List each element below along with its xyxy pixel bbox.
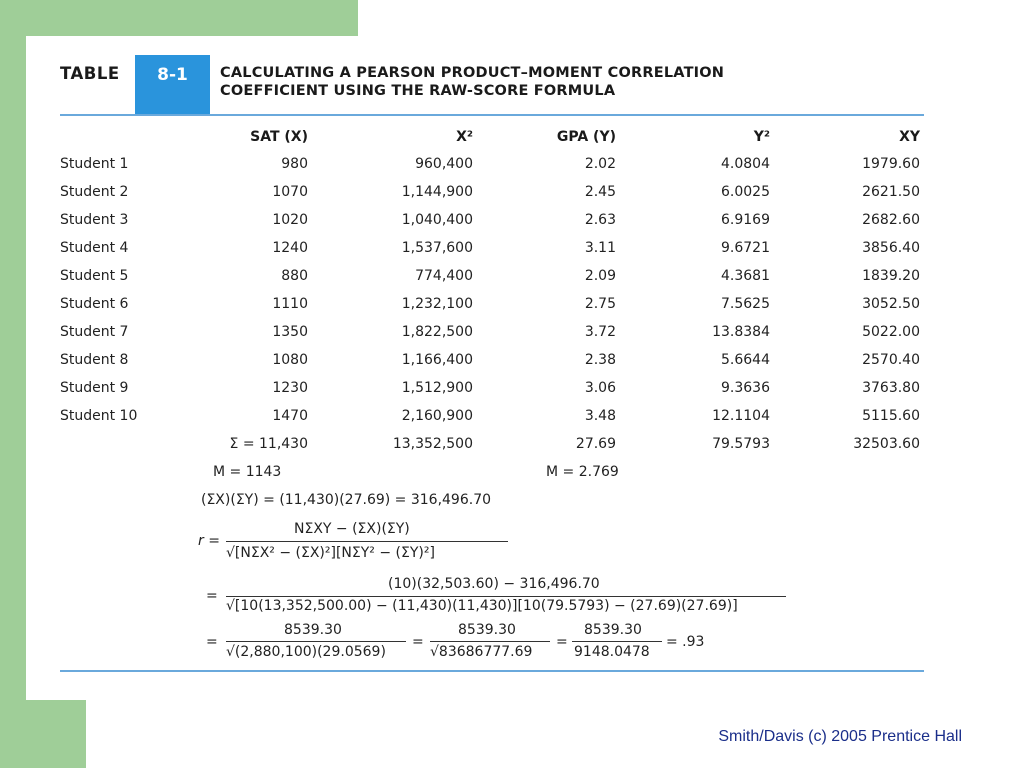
- student-label: Student 9: [60, 380, 129, 396]
- table-row: [26, 184, 955, 212]
- gpa-value: 2.02: [584, 156, 616, 172]
- decorative-band-bottom: [0, 700, 86, 768]
- sat-value: 1080: [272, 352, 308, 368]
- header-xy: XY: [899, 129, 920, 145]
- sat-value: 1230: [272, 380, 308, 396]
- y-squared-value: 5.6644: [721, 352, 770, 368]
- mean-x: M = 1143: [213, 464, 282, 480]
- formula-denominator-3b: √83686777.69: [430, 644, 533, 660]
- sum-y-squared: 79.5793: [712, 436, 770, 452]
- xy-value: 1979.60: [862, 156, 920, 172]
- sat-value: 1350: [272, 324, 308, 340]
- xy-value: 1839.20: [862, 268, 920, 284]
- x-squared-value: 1,040,400: [401, 212, 473, 228]
- y-squared-value: 12.1104: [712, 408, 770, 424]
- header-sat: SAT (X): [250, 129, 308, 145]
- xy-value: 3856.40: [862, 240, 920, 256]
- gpa-value: 2.09: [584, 268, 616, 284]
- sat-value: 880: [281, 268, 308, 284]
- header-x-squared: X²: [456, 129, 473, 145]
- student-label: Student 2: [60, 184, 129, 200]
- top-rule: [60, 114, 924, 116]
- sat-value: 980: [281, 156, 308, 172]
- table-number-badge: 8-1: [135, 55, 210, 115]
- caption-line-2: COEFFICIENT USING THE RAW-SCORE FORMULA: [220, 83, 616, 99]
- student-label: Student 10: [60, 408, 138, 424]
- sat-value: 1020: [272, 212, 308, 228]
- sum-xy: 32503.60: [853, 436, 920, 452]
- x-squared-value: 774,400: [415, 268, 473, 284]
- header-gpa: GPA (Y): [556, 129, 616, 145]
- student-label: Student 1: [60, 156, 129, 172]
- formula-numerator-3c: 8539.30: [584, 622, 642, 638]
- student-label: Student 7: [60, 324, 129, 340]
- x-squared-value: 1,144,900: [401, 184, 473, 200]
- y-squared-value: 4.3681: [721, 268, 770, 284]
- bottom-rule: [60, 670, 924, 672]
- student-label: Student 8: [60, 352, 129, 368]
- gpa-value: 2.38: [584, 352, 616, 368]
- y-squared-value: 4.0804: [721, 156, 770, 172]
- xy-value: 2621.50: [862, 184, 920, 200]
- header-y-squared: Y²: [753, 129, 770, 145]
- sqrt-term-1: [NΣX² − (ΣX)²][NΣY² − (ΣY)²]: [234, 545, 435, 561]
- sum-y: 27.69: [575, 436, 616, 452]
- sat-value: 1470: [272, 408, 308, 424]
- sat-value: 1070: [272, 184, 308, 200]
- sqrt-term-2: [10(13,352,500.00) − (11,430)(11,430)][10(79.5793) − (27.69)(27.69)]: [234, 598, 738, 614]
- x-squared-value: 1,822,500: [401, 324, 473, 340]
- sqrt-term-3a: (2,880,100)(29.0569): [234, 644, 386, 660]
- gpa-value: 2.63: [584, 212, 616, 228]
- sums-row: [26, 436, 955, 464]
- gpa-value: 3.48: [584, 408, 616, 424]
- product-line: (ΣX)(ΣY) = (11,430)(27.69) = 316,496.70: [201, 492, 492, 508]
- table-panel: [26, 36, 955, 699]
- table-row: [26, 268, 955, 296]
- decorative-band-top: [0, 0, 358, 36]
- table-row: [26, 408, 955, 436]
- fraction-bar-3c: [572, 641, 662, 642]
- formula-denominator-1: √[NΣX² − (ΣX)²][NΣY² − (ΣY)²]: [226, 545, 435, 561]
- xy-value: 2570.40: [862, 352, 920, 368]
- xy-value: 2682.60: [862, 212, 920, 228]
- formula-denominator-3c: 9148.0478: [574, 644, 650, 660]
- table-row: [26, 352, 955, 380]
- table-row: [26, 156, 955, 184]
- equals-sign-3: =: [206, 634, 218, 650]
- mean-y: M = 2.769: [546, 464, 619, 480]
- table-row: [26, 240, 955, 268]
- x-squared-value: 1,166,400: [401, 352, 473, 368]
- y-squared-value: 6.9169: [721, 212, 770, 228]
- formula-numerator-2: (10)(32,503.60) − 316,496.70: [388, 576, 600, 592]
- student-label: Student 3: [60, 212, 129, 228]
- gpa-value: 3.06: [584, 380, 616, 396]
- x-squared-value: 1,232,100: [401, 296, 473, 312]
- formula-numerator-1: NΣXY − (ΣX)(ΣY): [294, 521, 410, 537]
- equals-sign-2: =: [206, 588, 218, 604]
- sum-x-squared: 13,352,500: [392, 436, 473, 452]
- formula-denominator-3a: √(2,880,100)(29.0569): [226, 644, 386, 660]
- table-caption: [220, 64, 724, 100]
- footer-credit: Smith/Davis (c) 2005 Prentice Hall: [718, 728, 962, 745]
- student-label: Student 5: [60, 268, 129, 284]
- x-squared-value: 960,400: [415, 156, 473, 172]
- decorative-band-left: [0, 0, 26, 768]
- caption-line-1: CALCULATING A PEARSON PRODUCT–MOMENT CORRELATION: [220, 65, 725, 81]
- gpa-value: 2.45: [584, 184, 616, 200]
- sum-x: Σ = 11,430: [229, 436, 308, 452]
- correlation-result: = .93: [666, 634, 705, 650]
- xy-value: 3763.80: [862, 380, 920, 396]
- xy-value: 5022.00: [862, 324, 920, 340]
- student-label: Student 4: [60, 240, 129, 256]
- sat-value: 1110: [272, 296, 308, 312]
- y-squared-value: 9.3636: [721, 380, 770, 396]
- table-row: [26, 380, 955, 408]
- equals-sign-5: =: [556, 634, 568, 650]
- gpa-value: 3.11: [584, 240, 616, 256]
- gpa-value: 2.75: [584, 296, 616, 312]
- fraction-bar-3a: [226, 641, 406, 642]
- xy-value: 5115.60: [862, 408, 920, 424]
- y-squared-value: 7.5625: [721, 296, 770, 312]
- equals-sign-4: =: [412, 634, 424, 650]
- table-row: [26, 324, 955, 352]
- table-row: [26, 296, 955, 324]
- formula-numerator-3a: 8539.30: [284, 622, 342, 638]
- fraction-bar-2: [226, 596, 786, 597]
- x-squared-value: 2,160,900: [401, 408, 473, 424]
- gpa-value: 3.72: [584, 324, 616, 340]
- student-label: Student 6: [60, 296, 129, 312]
- fraction-bar-1: [226, 541, 508, 542]
- y-squared-value: 9.6721: [721, 240, 770, 256]
- formula-numerator-3b: 8539.30: [458, 622, 516, 638]
- table-label: TABLE: [60, 64, 120, 83]
- x-squared-value: 1,537,600: [401, 240, 473, 256]
- sat-value: 1240: [272, 240, 308, 256]
- y-squared-value: 6.0025: [721, 184, 770, 200]
- formula-denominator-2: √[10(13,352,500.00) − (11,430)(11,430)][10(79.5793) − (27.69)(27.69)]: [226, 598, 738, 614]
- fraction-bar-3b: [430, 641, 550, 642]
- sqrt-term-3b: 83686777.69: [438, 644, 533, 660]
- y-squared-value: 13.8384: [712, 324, 770, 340]
- table-row: [26, 212, 955, 240]
- xy-value: 3052.50: [862, 296, 920, 312]
- x-squared-value: 1,512,900: [401, 380, 473, 396]
- r-label: r =: [198, 533, 220, 549]
